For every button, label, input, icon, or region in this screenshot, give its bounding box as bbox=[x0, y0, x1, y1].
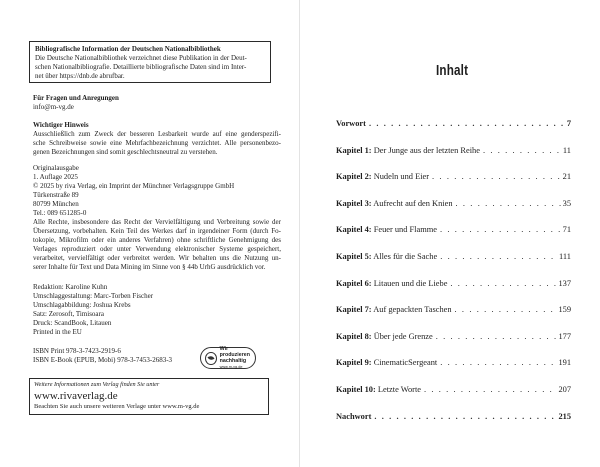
rights-line: tokopie, Mikrofilm oder ein anderes Verfahren) ohne schriftliche Genehmigung des bbox=[33, 235, 281, 244]
rights-line: Alle Rechte, insbesondere das Recht der Vervielfältigung und Verbreitung sowie der bbox=[33, 218, 281, 226]
toc-dot-leader bbox=[440, 225, 561, 234]
toc-entry[interactable] bbox=[336, 412, 571, 421]
credit-line: Umschlagabbildung: Joshua Krebs bbox=[33, 300, 131, 309]
credits-block bbox=[33, 283, 153, 336]
badge-url: www.m-vg.de bbox=[219, 365, 243, 369]
toc-chapter-number: Kapitel 4: bbox=[336, 225, 372, 235]
toc-dot-leader bbox=[424, 385, 556, 394]
toc-chapter-number: Kapitel 8: bbox=[336, 331, 372, 341]
toc-entry-label bbox=[336, 305, 455, 314]
toc-chapter-number: Kapitel 3: bbox=[336, 198, 372, 208]
toc-entry[interactable] bbox=[336, 279, 571, 288]
toc-entry[interactable] bbox=[336, 332, 571, 341]
toc-entry-label bbox=[336, 252, 440, 261]
toc-chapter-number: Kapitel 2: bbox=[336, 172, 372, 182]
rights-line: serer Inhalte für Text und Data Mining im Sinne von § 44b UrhG ausdrücklich vor. bbox=[33, 262, 266, 271]
toc-entry-label bbox=[336, 385, 424, 394]
toc-entry[interactable] bbox=[336, 146, 571, 155]
credit-line: Satz: Zerosoft, Timisoara bbox=[33, 309, 104, 318]
toc-entry-label bbox=[336, 412, 374, 421]
toc-page-number: 177 bbox=[558, 331, 571, 341]
notice-line: sche Schreibweise sowie eine Mehrfachbezeichnung verzichtet. Alle personenbezo- bbox=[33, 138, 281, 147]
toc-chapter-title: Über jede Grenze bbox=[371, 331, 433, 341]
leaf-icon bbox=[205, 352, 217, 365]
toc-chapter-title: CinematicSergeant bbox=[371, 358, 438, 368]
toc-chapter-title: Auf gepackten Taschen bbox=[371, 305, 452, 315]
rights-block bbox=[33, 218, 281, 271]
toc-entry[interactable] bbox=[336, 305, 571, 314]
toc-chapter-title: Letzte Worte bbox=[375, 385, 421, 394]
notice-line: Ausschließlich zum Zweck der besseren Lesbarkeit wurde auf eine genderspezifi- bbox=[33, 129, 281, 138]
contents-title: Inhalt bbox=[436, 62, 469, 79]
toc-page-number: 191 bbox=[558, 358, 571, 368]
edition-line: 1. Auflage 2025 bbox=[33, 172, 78, 181]
toc-entry[interactable] bbox=[336, 385, 571, 394]
toc-chapter-title: Litauen und die Liebe bbox=[371, 278, 448, 288]
contact-heading: Für Fragen und Anregungen bbox=[33, 94, 119, 102]
contact-block bbox=[33, 94, 119, 112]
contact-email: info@m-vg.de bbox=[33, 102, 74, 111]
website-intro: Weitere Informationen zum Verlag finden Sie unter bbox=[34, 381, 160, 388]
toc-chapter-title: Feuer und Flamme bbox=[371, 225, 437, 235]
toc-entry-label bbox=[336, 119, 369, 128]
toc-entry-label bbox=[336, 279, 450, 288]
toc-entry-label bbox=[336, 146, 483, 155]
toc-page-number: 207 bbox=[558, 385, 571, 394]
credit-line: Umschlaggestaltung: Marc-Torben Fischer bbox=[33, 291, 154, 300]
rights-line: Verlages reproduziert oder unter Verwendung elektronischer Systeme gespeichert, bbox=[33, 244, 281, 253]
toc-entry[interactable] bbox=[336, 199, 571, 208]
credit-line: Printed in the EU bbox=[33, 327, 82, 336]
toc-chapter-title: Der Junge aus der letzten Reihe bbox=[371, 145, 480, 155]
toc-entry[interactable] bbox=[336, 225, 571, 234]
toc-chapter-title: Vorwort bbox=[336, 119, 366, 128]
more-publishers-text: Beachten Sie auch unsere weiteren Verlage unter www.m-vg.de bbox=[34, 403, 200, 410]
edition-line: Originalausgabe bbox=[33, 164, 79, 172]
toc-page-number: 35 bbox=[562, 198, 571, 208]
toc-entry-label bbox=[336, 358, 440, 367]
toc-entry[interactable] bbox=[336, 252, 571, 261]
imprint-page bbox=[0, 0, 299, 467]
toc-dot-leader bbox=[455, 305, 557, 314]
toc-page-number: 159 bbox=[558, 305, 571, 315]
toc-page-number: 7 bbox=[566, 119, 571, 128]
credit-line: Druck: ScandBook, Litauen bbox=[33, 318, 112, 327]
toc-chapter-number: Kapitel 6: bbox=[336, 278, 372, 288]
badge-line-1: Wir produzieren bbox=[219, 346, 250, 358]
toc-chapter-number: Kapitel 1: bbox=[336, 145, 372, 155]
sustainability-badge bbox=[200, 347, 256, 369]
toc-page-number: 137 bbox=[558, 278, 571, 288]
isbn-block bbox=[33, 347, 172, 365]
toc-chapter-number: Kapitel 9: bbox=[336, 358, 372, 368]
toc-page-number: 215 bbox=[558, 411, 571, 421]
website-link[interactable]: www.rivaverlag.de bbox=[34, 390, 118, 402]
credit-line: Redaktion: Karoline Kuhn bbox=[33, 283, 108, 291]
rights-line: verarbeitet, vervielfältigt oder verbreitet werden. Wir behalten uns die Nutzung un- bbox=[33, 253, 281, 262]
toc-page-number: 11 bbox=[562, 145, 571, 155]
toc-dot-leader bbox=[436, 332, 557, 341]
address-city: 80799 München bbox=[33, 199, 79, 208]
address-street: Türkenstraße 89 bbox=[33, 190, 79, 199]
toc-chapter-title: Alles für die Sache bbox=[371, 252, 438, 261]
toc-page-number: 71 bbox=[562, 225, 571, 235]
toc-chapter-number: Kapitel 10: bbox=[336, 385, 376, 394]
toc-entry-label bbox=[336, 332, 436, 341]
rights-line: Übersetzung, vorbehalten. Kein Teil des Werkes darf in irgendeiner Form (durch Fo- bbox=[33, 226, 281, 235]
publisher-website-box bbox=[29, 378, 269, 415]
toc-chapter-title: Nudeln und Eier bbox=[371, 172, 430, 182]
toc-dot-leader bbox=[440, 358, 556, 367]
notice-heading: Wichtiger Hinweis bbox=[33, 121, 89, 129]
toc-dot-leader bbox=[440, 252, 557, 261]
isbn-ebook: ISBN E-Book (EPUB, Mobi) 978-3-7453-2683-3 bbox=[33, 355, 173, 364]
notice-block bbox=[33, 121, 281, 157]
toc-dot-leader bbox=[432, 172, 561, 181]
phone-line: Tel.: 089 651285-0 bbox=[33, 208, 87, 217]
bibliographic-line: schen Nationalbibliografie. Detaillierte bibliografische Daten sind im Inter- bbox=[35, 62, 247, 71]
bibliographic-heading: Bibliografische Information der Deutschen Nationalbibliothek bbox=[35, 45, 221, 53]
edition-block bbox=[33, 164, 234, 217]
bibliographic-line: Die Deutsche Nationalbibliothek verzeichnet diese Publikation in der Deut- bbox=[35, 53, 247, 62]
toc-page-number: 111 bbox=[559, 252, 571, 261]
bibliographic-info-box bbox=[29, 41, 271, 83]
toc-dot-leader bbox=[450, 279, 556, 288]
toc-entry[interactable] bbox=[336, 119, 571, 128]
toc-entry[interactable] bbox=[336, 358, 571, 367]
toc-dot-leader bbox=[369, 119, 565, 128]
toc-chapter-number: Kapitel 7: bbox=[336, 305, 372, 315]
toc-chapter-number: Kapitel 5: bbox=[336, 252, 372, 261]
copyright-line: © 2025 by riva Verlag, ein Imprint der Münchner Verlagsgruppe GmbH bbox=[33, 181, 235, 190]
toc-dot-leader bbox=[456, 199, 561, 208]
toc-entry-label bbox=[336, 225, 440, 234]
notice-line: genen Bezeichnungen sind somit geschlechtsneutral zu verstehen. bbox=[33, 147, 218, 156]
toc-entry-label bbox=[336, 199, 456, 208]
toc-page-number: 21 bbox=[562, 172, 571, 182]
toc-dot-leader bbox=[374, 412, 556, 421]
toc-chapter-title: Nachwort bbox=[336, 411, 372, 421]
badge-line-2: nachhaltig bbox=[219, 358, 247, 364]
toc-entry[interactable] bbox=[336, 172, 571, 181]
toc-dot-leader bbox=[483, 146, 561, 155]
toc-chapter-title: Aufrecht auf den Knien bbox=[371, 198, 453, 208]
bibliographic-line: net über https://dnb.de abrufbar. bbox=[35, 71, 125, 80]
toc-entry-label bbox=[336, 172, 432, 181]
contents-page bbox=[300, 0, 600, 467]
isbn-print: ISBN Print 978-3-7423-2919-6 bbox=[33, 347, 121, 355]
